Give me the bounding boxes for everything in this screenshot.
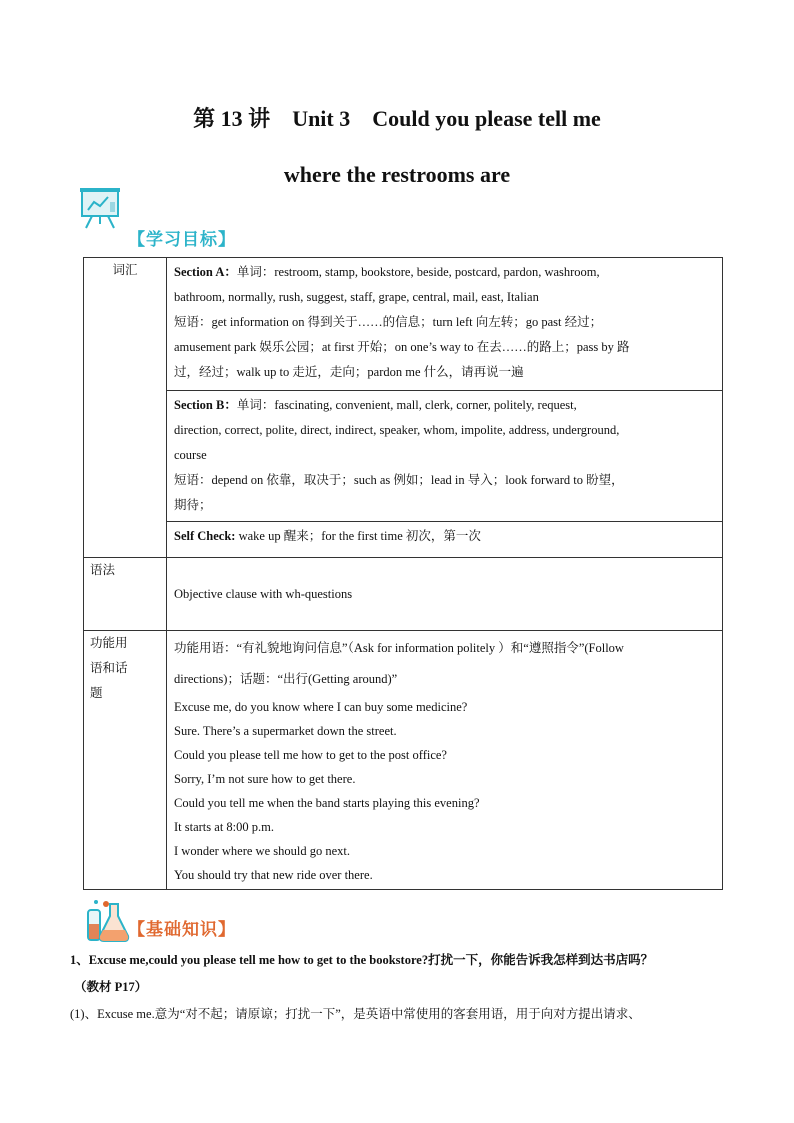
grammar-label: 语法: [84, 558, 167, 631]
section-b-text: 单词：fascinating, convenient, mall, clerk, corner, politely, request,: [236, 398, 577, 412]
function-line: You should try that new ride over there.: [174, 868, 373, 882]
question-1-source: （教材 P17）: [74, 980, 148, 994]
function-line: Sorry, I’m not sure how to get there.: [174, 772, 356, 786]
section-b-label: Section B：: [174, 398, 237, 412]
self-check-cell: [167, 522, 723, 558]
function-label-line: 题: [90, 686, 103, 700]
unit-number: Unit 3: [292, 106, 351, 131]
section-b-line: 期待；: [174, 498, 212, 512]
section-a-line: amusement park 娱乐公园；at first 开始；on one’s way to 在去……的路上；pass by 路: [174, 340, 630, 354]
section-heading-basic: 【基础知识】: [128, 920, 236, 940]
section-a-label: Section A：: [174, 265, 237, 279]
function-label-line: 语和话: [90, 661, 128, 675]
function-line: Could you please tell me how to get to the post office?: [174, 748, 447, 762]
section-a-line: 短语：get information on 得到关于……的信息；turn left 向左转；go past 经过；: [174, 315, 603, 329]
page-title-line-2: where the restrooms are: [283, 162, 511, 187]
section-b-line: 短语：depend on 依靠，取决于；such as 例如；lead in 导入；look forward to 盼望，: [174, 473, 624, 487]
self-check-label: Self Check:: [174, 529, 236, 543]
presentation-board-icon: [80, 188, 124, 235]
function-line: directions)；话题：“出行(Getting around)”: [174, 672, 398, 686]
function-line: I wonder where we should go next.: [174, 844, 350, 858]
function-cell: [167, 631, 723, 890]
function-line: It starts at 8:00 p.m.: [174, 820, 274, 834]
function-label-line: 功能用: [90, 636, 128, 650]
section-a-line: 过，经过；walk up to 走近，走向；pardon me 什么，请再说一遍: [174, 365, 524, 379]
explanation-paragraph: (1)、Excuse me.意为“对不起；请原谅；打扰一下”，是英语中常使用的客套用语，用于向对方提出请求、: [70, 1007, 641, 1021]
section-b-line: [174, 393, 716, 418]
section-a-line: [174, 260, 716, 285]
question-1: 1、Excuse me,could you please tell me how to get to the bookstore?打扰一下，你能告诉我怎样到达书店吗？: [70, 953, 654, 967]
lecture-number: 第 13 讲: [193, 106, 271, 131]
function-line: Sure. There’s a supermarket down the street.: [174, 724, 397, 738]
title-text: Could you please tell me: [372, 106, 601, 131]
lab-flask-icon: [84, 898, 132, 949]
grammar-cell: Objective clause with wh-questions: [167, 558, 723, 631]
vocab-label: [84, 258, 167, 558]
vocab-label-text: 词汇: [112, 263, 138, 277]
page-title-line-1: [0, 102, 794, 133]
function-label: [84, 631, 167, 890]
function-line: 功能用语：“有礼貌地询问信息”（Ask for information politely ）和“遵照指令”(Follow: [174, 641, 624, 655]
section-a-text: 单词：restroom, stamp, bookstore, beside, postcard, pardon, washroom,: [236, 265, 600, 279]
section-heading-goals: 【学习目标】: [128, 230, 236, 250]
section-b-line: direction, correct, polite, direct, indirect, speaker, whom, impolite, address, underground,: [174, 423, 620, 437]
objectives-table: [83, 257, 723, 890]
section-b-line: course: [174, 448, 207, 462]
section-a-line: bathroom, normally, rush, suggest, staff, grape, central, mail, east, Italian: [174, 290, 539, 304]
section-a-cell: [167, 258, 723, 391]
section-b-cell: [167, 391, 723, 522]
function-line: Excuse me, do you know where I can buy some medicine?: [174, 700, 468, 714]
self-check-text: wake up 醒来；for the first time 初次，第一次: [238, 529, 481, 543]
function-line: Could you tell me when the band starts playing this evening?: [174, 796, 480, 810]
